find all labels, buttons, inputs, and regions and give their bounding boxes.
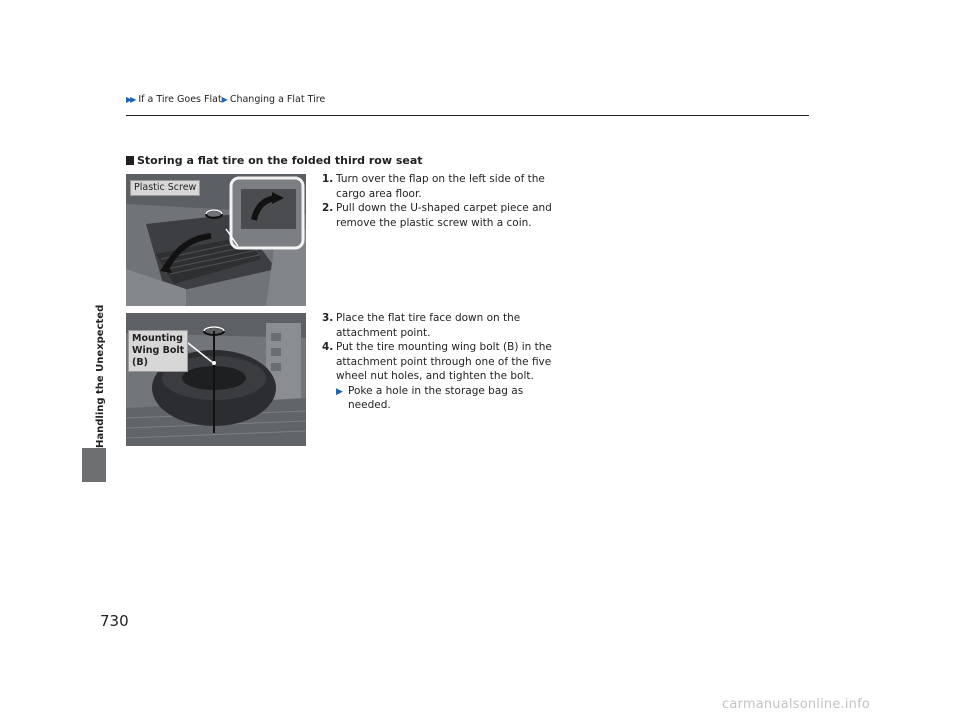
breadcrumb: [126, 94, 325, 105]
step-text-line: wheel nut holes, and tighten the bolt.: [336, 370, 534, 382]
double-arrow-icon: ▶▶: [126, 95, 135, 104]
step-3: [322, 311, 562, 340]
step-text-line: attachment point.: [336, 326, 431, 339]
step-2: [322, 201, 562, 230]
step-text-line: Turn over the flap on the left side of the: [336, 173, 545, 185]
step-1: [322, 172, 562, 201]
step-text-line: Place the flat tire face down on the: [336, 312, 521, 324]
note: [322, 384, 562, 413]
breadcrumb-level1[interactable]: If a Tire Goes Flat: [138, 94, 222, 105]
callout-line3: (B): [132, 357, 148, 368]
steps-group-1: [322, 172, 562, 230]
header-rule: [126, 115, 809, 116]
step-number: 2.: [322, 202, 334, 214]
callout-plastic-screw: Plastic Screw: [130, 180, 200, 196]
callout-line1: Mounting: [132, 333, 183, 344]
breadcrumb-level2[interactable]: Changing a Flat Tire: [229, 94, 326, 105]
section-title: [126, 154, 423, 167]
step-text-line: Pull down the U-shaped carpet piece and: [336, 202, 552, 214]
step-text-line: cargo area floor.: [336, 187, 422, 200]
step-number: 3.: [322, 312, 334, 324]
callout-mounting-wing-bolt: [128, 330, 188, 372]
step-text-line: attachment point through one of the five: [336, 355, 552, 368]
note-arrow-icon: ▶: [336, 386, 343, 397]
callout-line2: Wing Bolt: [132, 345, 185, 356]
side-tab: [82, 448, 106, 482]
note-line: Poke a hole in the storage bag as: [348, 384, 524, 397]
step-4: [322, 340, 562, 384]
steps-group-2: [322, 311, 562, 413]
step-text-line: remove the plastic screw with a coin.: [336, 216, 532, 229]
square-bullet-icon: [126, 156, 134, 165]
watermark: carmanualsonline.info: [722, 697, 871, 712]
page-number: 730: [100, 612, 129, 630]
side-label: Handling the Unexpected: [95, 304, 106, 448]
note-line: needed.: [348, 399, 391, 411]
step-number: 1.: [322, 173, 334, 185]
arrow-icon: ▶: [221, 95, 228, 104]
section-title-text: Storing a flat tire on the folded third row seat: [137, 154, 423, 167]
step-text-line: Put the tire mounting wing bolt (B) in the: [336, 341, 552, 353]
step-number: 4.: [322, 341, 334, 353]
